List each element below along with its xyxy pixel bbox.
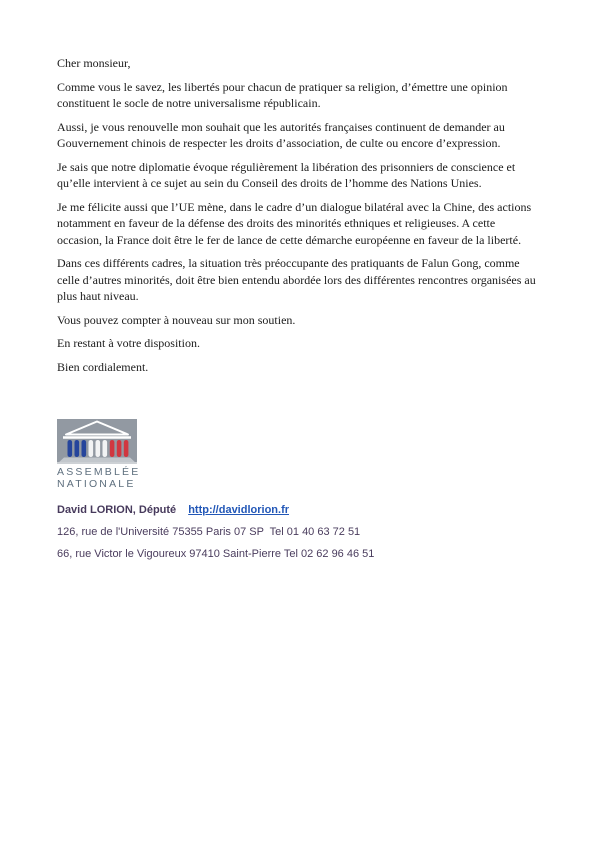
website-link[interactable]: http://davidlorion.fr [188,504,290,516]
address-paris: 126, rue de l'Université 75355 Paris 07 SP Tel 01 40 63 72 51 [57,526,361,538]
paragraph-diplomacy: Je sais que notre diplomatie évoque régulièrement la libération des prisonniers de conscience et qu’elle intervient à ce sujet au sein du Conseil des droits de l’homme des Nations Unies. [57,159,516,190]
closing: Bien cordialement. [57,359,149,374]
paragraph-french-authorities: Aussi, je vous renouvelle mon souhait que les autorités françaises continuent de demander au Gouvernement chinois de respecter les droits d’association, de culte ou encore d’expression. [57,119,505,150]
paragraph-liberties: Comme vous le savez, les libertés pour chacun de pratiquer sa religion, d’émettre une opinion constituent le socle de notre universalisme républicain. [57,79,508,110]
paragraph-falun-gong: Dans ces différents cadres, la situation très préoccupante des pratiquants de Falun Gong, comme celle d’autres minorités, doit être bien entendu abordée lors des différentes rencontres organisées au plus haut niveau. [57,256,536,303]
wordmark-line-2: NATIONALE [57,478,136,490]
paragraph-eu-dialogue: Je me félicite aussi que l’UE mène, dans le cadre d’un dialogue bilatéral avec la Chine, des actions notamment en faveur de la défense des droits des minorités ethniques et religieuses. A cette occasion, la France doit être le fer de lance de cette démarche européenne en faveur de la liberté. [57,199,532,247]
signature-name-row [57,503,545,517]
wordmark-line-1: ASSEMBLÉE [57,466,141,478]
deputy-name: David LORION, Député [57,504,177,516]
letter-body [57,55,545,375]
assemblee-nationale-logo [57,419,143,490]
assemblee-nationale-wordmark [57,466,143,490]
salutation: Cher monsieur, [57,56,131,70]
address-saint-pierre: 66, rue Victor le Vigoureux 97410 Saint-Pierre Tel 02 62 96 46 51 [57,548,375,560]
signature-block [57,419,545,561]
assemblee-nationale-emblem-icon [57,419,137,464]
paragraph-support: Vous pouvez compter à nouveau sur mon soutien. [57,312,296,327]
paragraph-disposition: En restant à votre disposition. [57,336,200,350]
